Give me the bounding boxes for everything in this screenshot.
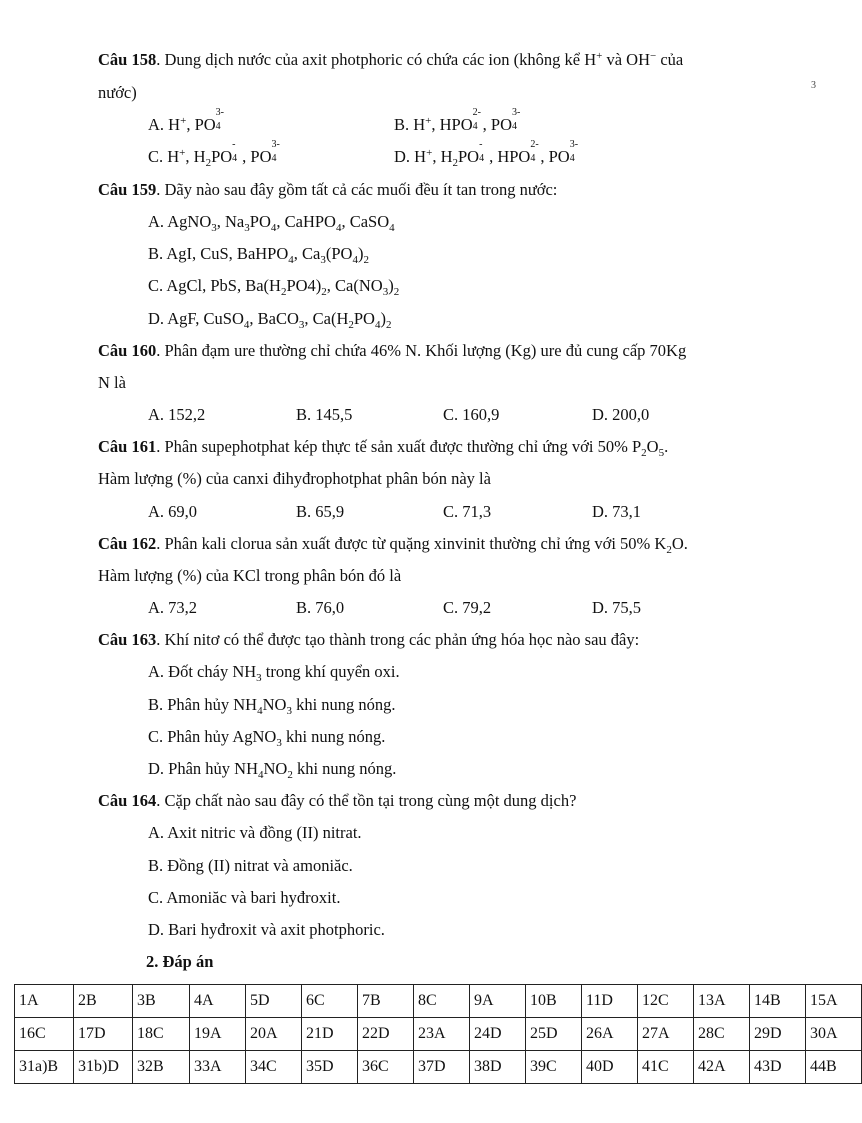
question-160-continued: N là xyxy=(98,373,126,392)
answers-heading: 2. Đáp án xyxy=(146,952,214,971)
answer-table xyxy=(14,984,862,1084)
question-163: Câu 163. Khí nitơ có thể được tạo thành trong các phản ứng hóa học nào sau đây: xyxy=(98,630,640,649)
question-161: Câu 161. Phân supephotphat kép thực tế sản xuất được thường chỉ ứng với 50% $P_2O_5$. xyxy=(98,437,669,459)
answer-cell: 5D xyxy=(246,985,302,1018)
option-a: A. Đốt cháy $NH_3$ trong khí quyển oxi. xyxy=(148,662,400,684)
option-b: B. H+, HPO 2- 4 , PO 3- 4 xyxy=(394,107,521,134)
answer-cell: 7B xyxy=(358,985,414,1018)
answer-cell: 15A xyxy=(806,985,862,1018)
answer-cell: 35D xyxy=(302,1051,358,1084)
option-d: D. 200,0 xyxy=(592,405,650,424)
option-a: A. 69,0 xyxy=(148,502,198,521)
answer-cell: 16C xyxy=(15,1018,74,1051)
option-b: B. 76,0 xyxy=(296,598,345,617)
question-162: Câu 162. Phân kali clorua sản xuất được từ quặng xinvinit thường chỉ ứng với 50% $K_2O$. xyxy=(98,534,688,556)
option-a: A. H+, PO 3- 4 xyxy=(148,107,224,134)
option-b: B. Phân hủy $NH_4NO_3$ khi nung nóng. xyxy=(148,695,396,717)
option-d: D. AgF, CuSO$_4$, BaCO$_3$, $Ca(H_2PO_4)_2$ xyxy=(148,309,392,331)
answer-cell: 4A xyxy=(190,985,246,1018)
answer-cell: 24D xyxy=(470,1018,526,1051)
question-label: Câu 159 xyxy=(98,180,157,199)
option-a: A. 152,2 xyxy=(148,405,206,424)
question-158: Câu 158. Dung dịch nước của axit photphoric có chứa các ion (không kể H+ và OH− của xyxy=(98,50,684,69)
answer-cell: 10B xyxy=(526,985,582,1018)
answer-cell: 3B xyxy=(133,985,190,1018)
answer-cell: 38D xyxy=(470,1051,526,1084)
edge-mark: 3 xyxy=(811,80,816,91)
answer-cell: 11D xyxy=(582,985,638,1018)
answer-cell: 20A xyxy=(246,1018,302,1051)
option-d: D. Bari hyđroxit và axit photphoric. xyxy=(148,920,385,939)
option-a: A. 73,2 xyxy=(148,598,198,617)
question-label: Câu 164 xyxy=(98,791,157,810)
option-c: C. 71,3 xyxy=(443,502,492,521)
answer-cell: 28C xyxy=(694,1018,750,1051)
question-162-continued: Hàm lượng (%) của KCl trong phân bón đó là xyxy=(98,566,402,585)
option-d: D. Phân hủy $NH_4NO_2$ khi nung nóng. xyxy=(148,759,397,781)
answer-cell: 30A xyxy=(806,1018,862,1051)
answer-cell: 2B xyxy=(74,985,133,1018)
answer-cell: 32B xyxy=(133,1051,190,1084)
answer-cell: 36C xyxy=(358,1051,414,1084)
question-159: Câu 159. Dãy nào sau đây gồm tất cả các muối đều ít tan trong nước: xyxy=(98,180,558,199)
table-row xyxy=(15,1018,862,1051)
question-161-continued: Hàm lượng (%) của canxi đihyđrophotphat phân bón này là xyxy=(98,469,491,488)
option-d: D. 75,5 xyxy=(592,598,642,617)
answer-cell: 25D xyxy=(526,1018,582,1051)
answer-cell: 6C xyxy=(302,985,358,1018)
question-164: Câu 164. Cặp chất nào sau đây có thể tồn tại trong cùng một dung dịch? xyxy=(98,791,577,810)
question-label: Câu 161 xyxy=(98,437,157,456)
option-a: A. Axit nitric và đồng (II) nitrat. xyxy=(148,823,362,842)
answer-cell: 29D xyxy=(750,1018,806,1051)
table-row xyxy=(15,1051,862,1084)
answer-cell: 22D xyxy=(358,1018,414,1051)
table-row xyxy=(15,985,862,1018)
answer-cell: 23A xyxy=(414,1018,470,1051)
answer-cell: 9A xyxy=(470,985,526,1018)
answer-cell: 14B xyxy=(750,985,806,1018)
option-c: C. Phân hủy AgNO$_3$ khi nung nóng. xyxy=(148,727,386,749)
answer-cell: 19A xyxy=(190,1018,246,1051)
option-a: A. AgNO$_3$, $Na_3PO_4$, CaHPO$_4$, CaSO$_4$ xyxy=(148,212,395,234)
question-label: Câu 158 xyxy=(98,50,157,69)
answer-cell: 39C xyxy=(526,1051,582,1084)
answer-cell: 1A xyxy=(15,985,74,1018)
answer-cell: 26A xyxy=(582,1018,638,1051)
answer-cell: 13A xyxy=(694,985,750,1018)
question-label: Câu 160 xyxy=(98,341,157,360)
question-label: Câu 163 xyxy=(98,630,157,649)
question-160: Câu 160. Phân đạm ure thường chỉ chứa 46% N. Khối lượng (Kg) ure đủ cung cấp 70Kg xyxy=(98,341,687,360)
option-c: C. AgCl, PbS, $Ba(H_2PO4)_2$, $Ca(NO_3)_2$ xyxy=(148,276,400,298)
answer-cell: 17D xyxy=(74,1018,133,1051)
option-d: D. 73,1 xyxy=(592,502,642,521)
option-b: B. 145,5 xyxy=(296,405,353,424)
answer-cell: 31a)B xyxy=(15,1051,74,1084)
answer-cell: 21D xyxy=(302,1018,358,1051)
answer-cell: 43D xyxy=(750,1051,806,1084)
answer-cell: 33A xyxy=(190,1051,246,1084)
answer-cell: 8C xyxy=(414,985,470,1018)
question-label: Câu 162 xyxy=(98,534,157,553)
option-c: C. Amoniăc và bari hyđroxit. xyxy=(148,888,341,907)
answer-cell: 42A xyxy=(694,1051,750,1084)
option-c: C. 79,2 xyxy=(443,598,492,617)
answer-cell: 27A xyxy=(638,1018,694,1051)
answer-cell: 44B xyxy=(806,1051,862,1084)
answer-cell: 40D xyxy=(582,1051,638,1084)
answer-cell: 31b)D xyxy=(74,1051,133,1084)
question-158-continued: nước) xyxy=(98,83,137,102)
option-b: B. 65,9 xyxy=(296,502,345,521)
option-d: D. H+, $H_2PO$ - 4 , HPO 2- 4 , PO 3- 4 xyxy=(394,139,579,169)
option-b: B. Đồng (II) nitrat và amoniăc. xyxy=(148,856,353,875)
answer-cell: 37D xyxy=(414,1051,470,1084)
answer-cell: 12C xyxy=(638,985,694,1018)
option-b: B. AgI, CuS, BaHPO$_4$, $Ca_3(PO_4)_2$ xyxy=(148,244,369,266)
option-c: C. H+, $H_2PO$ - 4 , PO 3- 4 xyxy=(148,139,280,169)
answer-cell: 41C xyxy=(638,1051,694,1084)
answer-cell: 34C xyxy=(246,1051,302,1084)
option-c: C. 160,9 xyxy=(443,405,500,424)
answer-cell: 18C xyxy=(133,1018,190,1051)
